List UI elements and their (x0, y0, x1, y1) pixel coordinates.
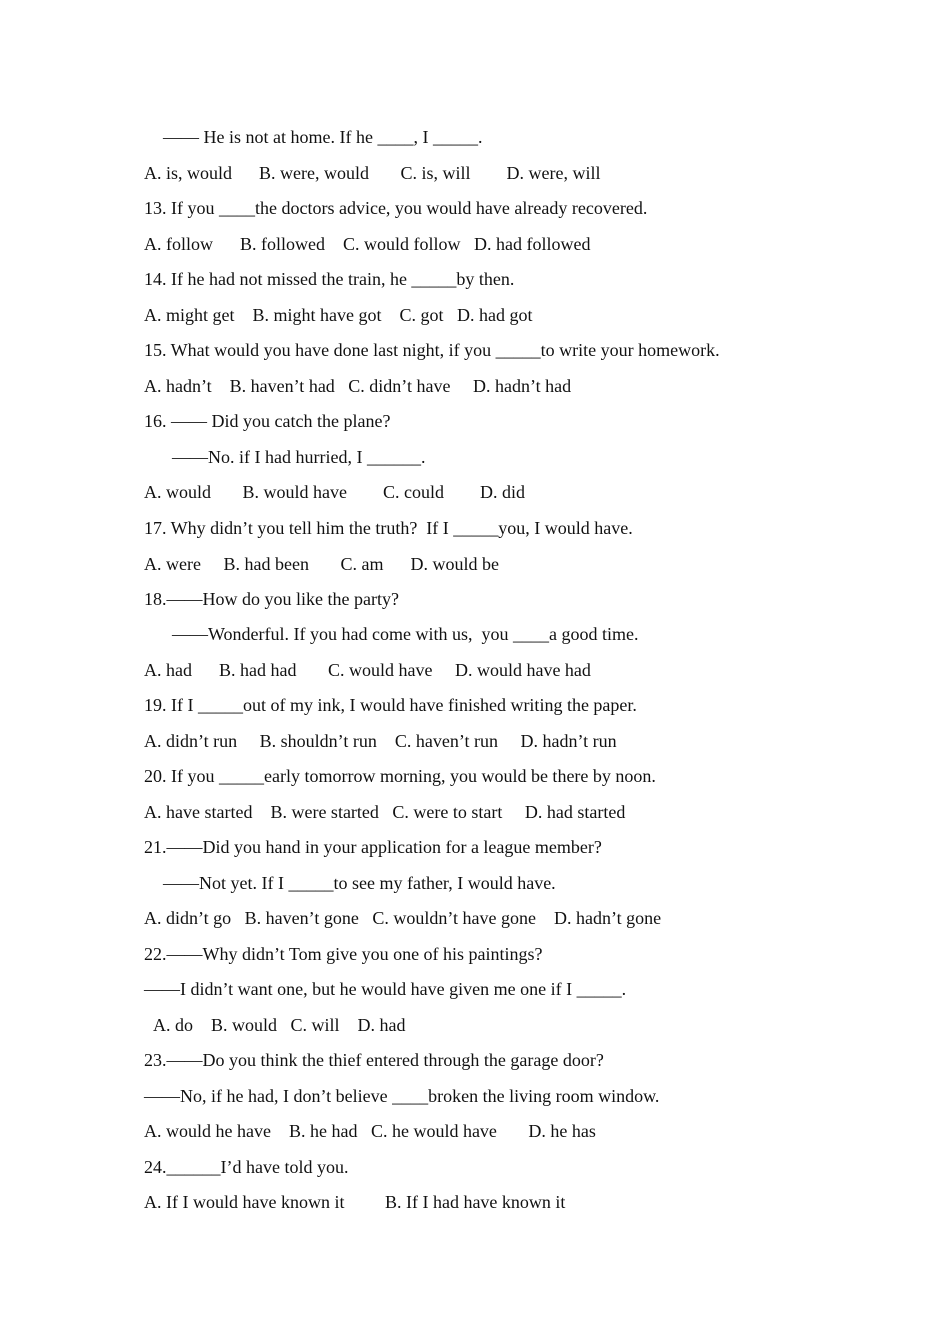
question-15-options: A. hadn’t B. haven’t had C. didn’t have D. hadn’t had (144, 376, 572, 396)
question-12-options: A. is, would B. were, would C. is, will D. were, will (144, 163, 601, 183)
question-13: 13. If you ____the doctors advice, you would have already recovered. (144, 198, 648, 218)
question-24-options: A. If I would have known it B. If I had have known it (144, 1192, 566, 1212)
question-14-options: A. might get B. might have got C. got D. had got (144, 305, 533, 325)
question-22-reply: ——I didn’t want one, but he would have given me one if I _____. (144, 979, 627, 999)
question-18: 18.——How do you like the party? (144, 589, 399, 609)
question-14: 14. If he had not missed the train, he _____by then. (144, 269, 515, 289)
question-17-options: A. were B. had been C. am D. would be (144, 554, 499, 574)
question-20-options: A. have started B. were started C. were to start D. had started (144, 802, 626, 822)
question-22: 22.——Why didn’t Tom give you one of his paintings? (144, 944, 543, 964)
question-22-options: A. do B. would C. will D. had (153, 1015, 406, 1035)
question-19-options: A. didn’t run B. shouldn’t run C. haven’t run D. hadn’t run (144, 731, 617, 751)
question-16-options: A. would B. would have C. could D. did (144, 482, 525, 502)
question-23-options: A. would he have B. he had C. he would have D. he has (144, 1121, 596, 1141)
question-13-options: A. follow B. followed C. would follow D. had followed (144, 234, 591, 254)
question-24: 24.______I’d have told you. (144, 1157, 349, 1177)
question-16: 16. —— Did you catch the plane? (144, 411, 391, 431)
question-23-reply: ——No, if he had, I don’t believe ____broken the living room window. (144, 1086, 660, 1106)
question-16-reply: ——No. if I had hurried, I ______. (172, 447, 426, 467)
question-15: 15. What would you have done last night, if you _____to write your homework. (144, 340, 720, 360)
question-21-options: A. didn’t go B. haven’t gone C. wouldn’t have gone D. hadn’t gone (144, 908, 662, 928)
question-17: 17. Why didn’t you tell him the truth? If I _____you, I would have. (144, 518, 633, 538)
question-20: 20. If you _____early tomorrow morning, you would be there by noon. (144, 766, 656, 786)
question-21: 21.——Did you hand in your application for a league member? (144, 837, 602, 857)
question-18-options: A. had B. had had C. would have D. would have had (144, 660, 591, 680)
question-12-continuation: —— He is not at home. If he ____, I _____. (163, 127, 483, 147)
question-23: 23.——Do you think the thief entered through the garage door? (144, 1050, 604, 1070)
question-18-reply: ——Wonderful. If you had come with us, you ____a good time. (172, 624, 639, 644)
question-21-reply: ——Not yet. If I _____to see my father, I would have. (163, 873, 556, 893)
question-19: 19. If I _____out of my ink, I would have finished writing the paper. (144, 695, 637, 715)
